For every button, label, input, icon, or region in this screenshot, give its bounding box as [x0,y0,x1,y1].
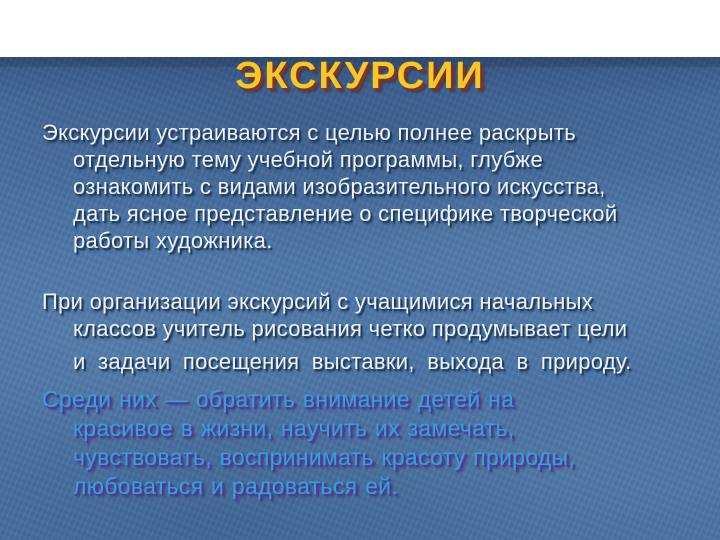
text-line: любоваться и радоваться ей. [73,472,399,499]
paragraph-excursion-organization [42,288,690,375]
text-line: Экскурсии устраиваются с целью полнее раскрыть [42,119,576,145]
text-line: красивое в жизни, научить их замечать, [73,414,515,441]
text-line: работы художника. [73,227,273,253]
text-line: отдельную тему учебной программы, глубже [73,146,543,172]
presentation-slide [0,57,720,540]
text-line: При организации экскурсий с учащимися начальных [42,288,593,314]
paragraph-excursions-purpose [42,119,690,254]
text-line: дать ясное представление о специфике творческой [73,200,618,226]
text-line: классов учитель рисования четко продумывает цели [73,315,628,341]
text-line: ознакомить с видами изобразительного искусства, [73,173,606,199]
text-line: чувствовать, воспринимать красоту природы, [73,443,576,470]
slide-title: ЭКСКУРСИИ [235,55,485,97]
text-line: Среди них — обратить внимание детей на [42,385,515,412]
paragraph-excursion-goals [42,385,690,501]
text-line: и задачи посещения выставки, выхода в природу. [73,348,632,374]
